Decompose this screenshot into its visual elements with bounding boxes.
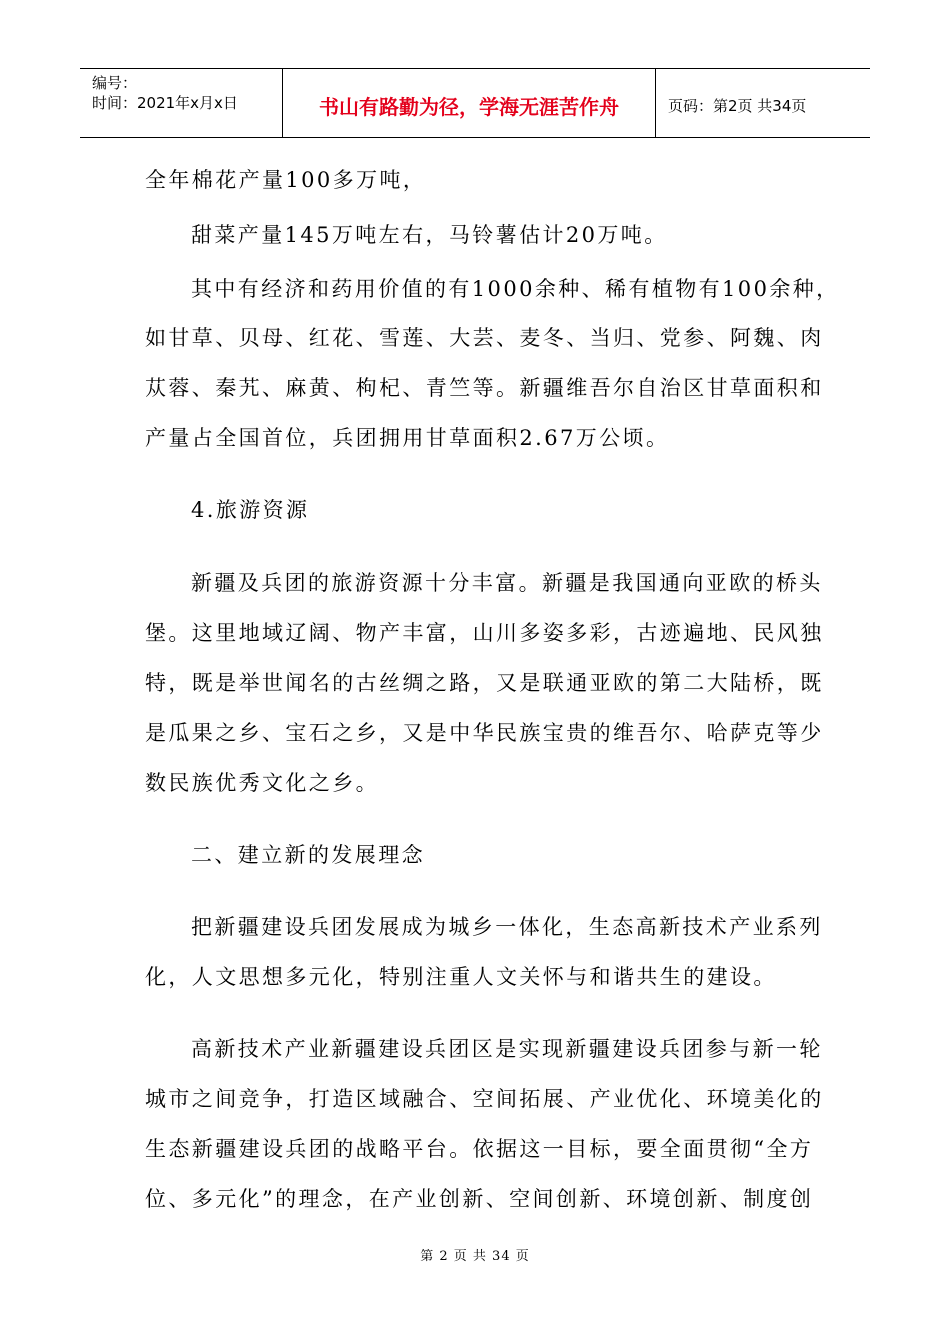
- body-line: 堡。这里地域辽阔、物产丰富，山川多姿多彩，古迹遍地、民风独: [145, 621, 824, 645]
- body-line: 位、多元化”的理念，在产业创新、空间创新、环境创新、制度创: [145, 1187, 814, 1211]
- page-header: [80, 68, 870, 138]
- body-line: 其中有经济和药用价值的有1000余种、稀有植物有100余种，: [191, 277, 840, 301]
- body-line: 城市之间竞争，打造区域融合、空间拓展、产业优化、环境美化的: [145, 1087, 824, 1111]
- body-line: 把新疆建设兵团发展成为城乡一体化，生态高新技术产业系列: [191, 915, 823, 939]
- header-meta: [80, 69, 283, 137]
- body-line: 化，人文思想多元化，特别注重人文关怀与和谐共生的建设。: [145, 965, 777, 989]
- body-line: 全年棉花产量100多万吨，: [145, 168, 427, 192]
- body-line: 是瓜果之乡、宝石之乡，又是中华民族宝贵的维吾尔、哈萨克等少: [145, 721, 824, 745]
- header-page-code: 页码：第2页 共34页: [668, 96, 807, 115]
- body-line: 高新技术产业新疆建设兵团区是实现新疆建设兵团参与新一轮: [191, 1037, 823, 1061]
- header-motto: 书山有路勤为径，学海无涯苦作舟: [283, 69, 656, 137]
- body-line: 甜菜产量145万吨左右，马铃薯估计20万吨。: [191, 223, 668, 247]
- document-date: 时间：2021年x月x日: [92, 94, 238, 112]
- body-line: 特，既是举世闻名的古丝绸之路，又是联通亚欧的第二大陆桥，既: [145, 671, 824, 695]
- body-line: 生态新疆建设兵团的战略平台。依据这一目标，要全面贯彻“全方: [145, 1137, 814, 1161]
- body-line: 产量占全国首位，兵团拥用甘草面积2.67万公顷。: [145, 426, 670, 450]
- section-heading: 二、建立新的发展理念: [191, 843, 425, 867]
- document-number-label: 编号：: [92, 74, 138, 92]
- body-line: 如甘草、贝母、红花、雪莲、大芸、麦冬、当归、党参、阿魏、肉: [145, 326, 824, 350]
- body-line: 数民族优秀文化之乡。: [145, 771, 379, 795]
- body-line: 新疆及兵团的旅游资源十分丰富。新疆是我国通向亚欧的桥头: [191, 571, 823, 595]
- section-heading: 4.旅游资源: [191, 498, 310, 522]
- page-footer: 第 2 页 共 34 页: [420, 1249, 530, 1264]
- body-line: 苁蓉、秦艽、麻黄、枸杞、青竺等。新疆维吾尔自治区甘草面积和: [145, 376, 824, 400]
